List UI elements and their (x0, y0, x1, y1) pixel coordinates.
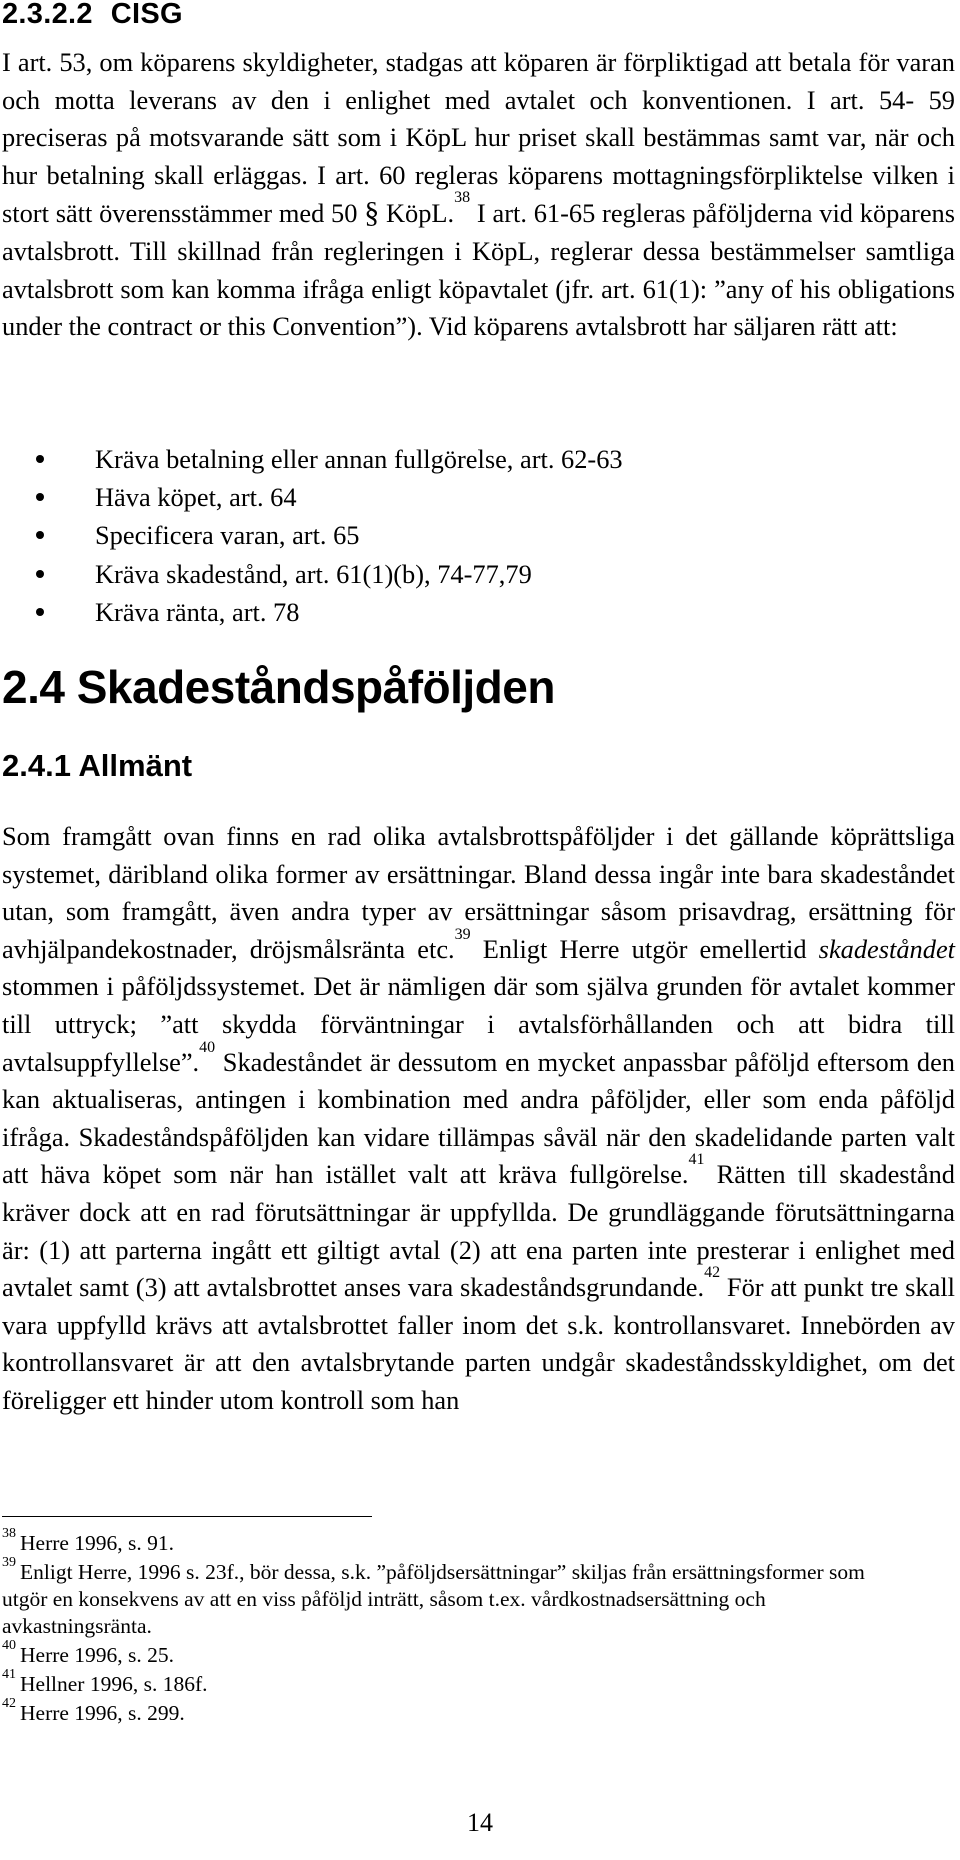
list-item-text: Specificera varan, art. 65 (95, 520, 360, 551)
footnote-38 (2, 1526, 902, 1557)
paragraph-text: I art. 53, om köparens skyldigheter, stadgas att köparen är förpliktigad att betala för varan och motta leverans av den i enlighet med avtalet och konventionen. I art. 54- 59 preciseras på motsvarande sätt som i KöpL hur priset skall bestämmas samt var, när och hur betalning skall erläggas. I art. 60 regleras köparens mottagningsförpliktelse vilken i stort sätt överensstämmer med 50 (2, 47, 955, 229)
section-sign: § (364, 196, 380, 230)
footnote-42 (2, 1696, 902, 1727)
footnote-number: 41 (2, 1667, 16, 1682)
footnote-text: Herre 1996, s. 91. (20, 1531, 175, 1555)
list-item (0, 478, 623, 516)
footnotes (2, 1526, 902, 1729)
section-heading-2-4: 2.4 Skadeståndspåföljden (2, 661, 555, 713)
list-item-text: Kräva betalning eller annan fullgörelse, art. 62-63 (95, 444, 623, 474)
list-item (0, 440, 623, 478)
seller-remedies-list (0, 440, 623, 631)
footnote-text: Hellner 1996, s. 186f. (20, 1672, 208, 1696)
paragraph-cisg (2, 44, 955, 346)
section-heading-2-4-1: 2.4.1 Allmänt (2, 748, 193, 783)
bullet-icon (36, 493, 44, 501)
footnote-divider (2, 1516, 372, 1517)
list-item (0, 555, 623, 593)
page-number: 14 (467, 1808, 493, 1837)
section-number: 2.3.2.2 (2, 0, 93, 30)
paragraph-text: Enligt Herre utgör emellertid (470, 933, 819, 964)
paragraph-text: stommen i påföljdssystemet. Det är nämligen där som själva grunden för avtalet kommer till uttryck; ”att skydda förväntningar i avtalsförhållanden och att bidra till avtalsuppfyllelse”. (2, 971, 955, 1077)
paragraph-text: Rätten till skadestånd kräver dock att en rad förutsättningar är uppfyllda. De grundläggande förutsättningarna är: (1) att parterna ingått ett giltigt avtal (2) att ena parten inte presterar i enlighet med avtalet samt (3) att avtalsbrottet anses vara skadeståndsgrundande. (2, 1159, 956, 1303)
paragraph-text: KöpL. (379, 198, 455, 229)
footnote-ref-40[interactable]: 40 (199, 1038, 216, 1056)
emphasis-text: skadeståndet (818, 933, 955, 964)
list-item-text: Kräva ränta, art. 78 (95, 596, 300, 627)
bullet-icon (36, 608, 44, 616)
paragraph-allmant (2, 818, 955, 1420)
section-title: CISG (110, 0, 183, 30)
footnote-number: 42 (2, 1696, 16, 1711)
footnote-ref-41[interactable]: 41 (688, 1151, 705, 1169)
footnote-text: Herre 1996, s. 299. (20, 1701, 185, 1725)
bullet-icon (36, 570, 44, 578)
list-item-text: Häva köpet, art. 64 (95, 482, 297, 513)
footnote-41 (2, 1667, 902, 1698)
paragraph-text: Skadeståndet är dessutom en mycket anpassbar påföljd eftersom den kan aktualiseras, antingen i kombination med andra påföljder, eller som enda påföljd ifråga. Skadeståndspåföljden kan vidare tillämpas såväl när den skadelidande parten valt att häva köpet som när han istället valt att kräva fullgörelse. (2, 1046, 955, 1190)
paragraph-text: Som framgått ovan finns en rad olika avtalsbrottspåföljder i det gällande köprättsliga systemet, däribland olika former av ersättningar. Bland dessa ingår inte bara skadeståndet utan, som framgått, även andra typer av ersättningar såsom prisavdrag, ersättning för avhjälpandekostnader, dröjsmålsränta etc. (2, 821, 955, 964)
footnote-ref-39[interactable]: 39 (454, 925, 471, 943)
footnote-text: Herre 1996, s. 25. (20, 1643, 175, 1667)
footnote-text: Enligt Herre, 1996 s. 23f., bör dessa, s.k. ”påföljdsersättningar” skiljas från ersättningsformer som utgör en konsekvens av att en viss påföljd inträtt, såsom t.ex. vårdkostnadsersättning och avkastningsränta. (2, 1560, 865, 1638)
list-item (0, 516, 623, 554)
footnote-ref-42[interactable]: 42 (704, 1264, 721, 1282)
footnote-number: 40 (2, 1638, 16, 1653)
list-item (0, 593, 623, 631)
footnote-number: 39 (2, 1555, 16, 1570)
footnote-39 (2, 1555, 902, 1640)
list-item-text: Kräva skadestånd, art. 61(1)(b), 74-77,79 (95, 558, 532, 589)
footnote-40 (2, 1638, 902, 1669)
bullet-icon (36, 455, 44, 463)
footnote-ref-38[interactable]: 38 (454, 189, 471, 207)
paragraph-text: För att punkt tre skall vara uppfylld krävs att avtalsbrottet faller inom det s.k. kontrollansvaret. Innebörden av kontrollansvaret är att den avtalsbrytande parten undgår skadeståndsskyldighet, om det föreligger ett hinder utom kontroll som han (2, 1272, 955, 1415)
section-heading-cisg (2, 0, 183, 31)
footnote-number: 38 (2, 1526, 16, 1541)
paragraph-text: I art. 61-65 regleras påföljderna vid köparens avtalsbrott. Till skillnad från regleringen i KöpL, reglerar dessa bestämmelser samtliga avtalsbrott som kan komma ifråga enligt köpavtalet (jfr. art. 61(1): ”any of his obligations under the contract or this Convention”). Vid köparens avtalsbrott har säljaren rätt att: (2, 198, 956, 342)
bullet-icon (36, 531, 44, 539)
